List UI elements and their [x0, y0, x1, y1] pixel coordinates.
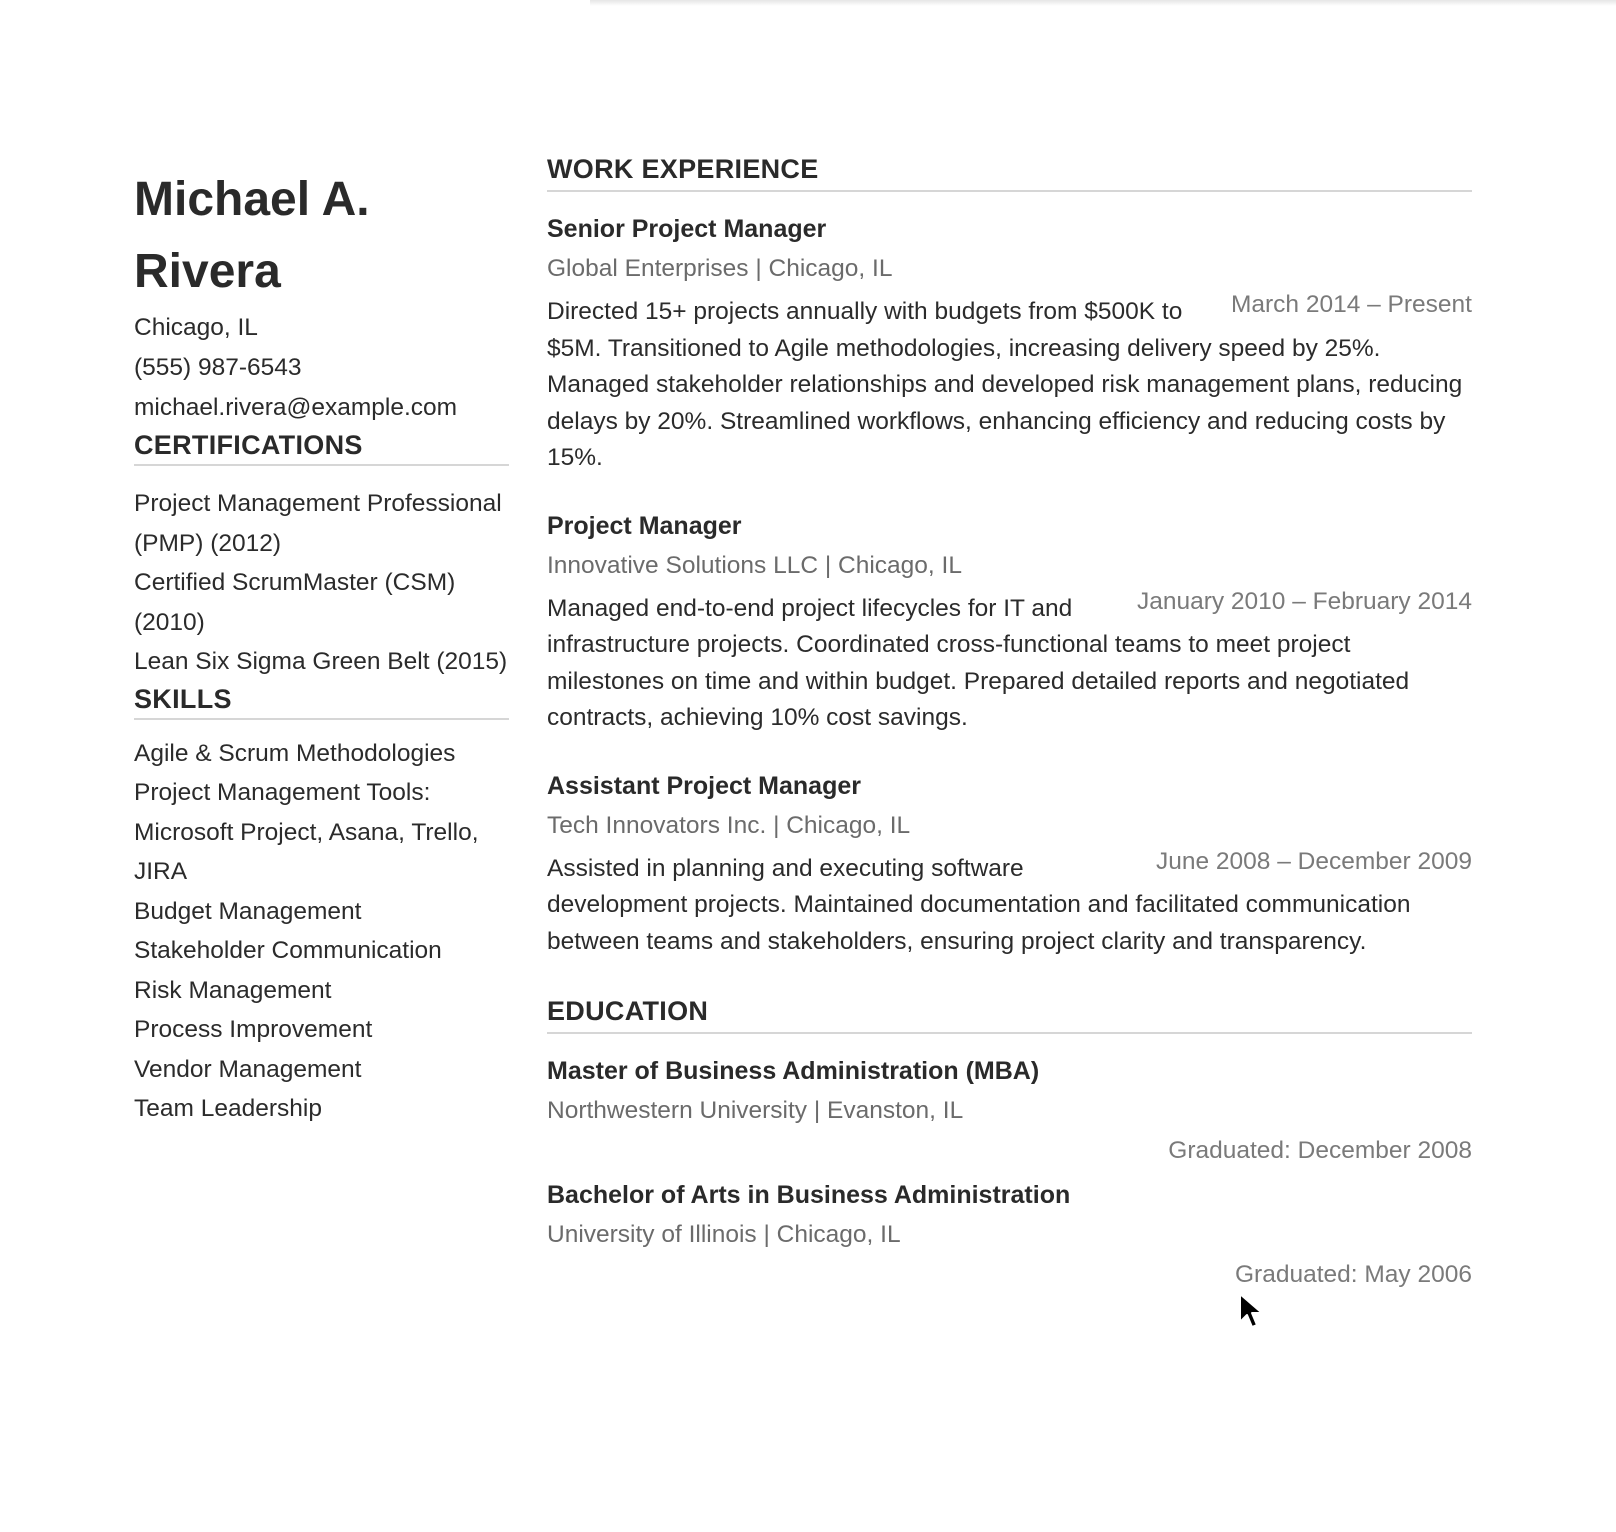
job-title: Project Manager [547, 511, 742, 540]
candidate-name-last: Rivera [134, 245, 281, 298]
job-description-block [547, 587, 1472, 737]
education-degree: Bachelor of Arts in Business Administration [547, 1181, 1071, 1209]
skill-item: Budget Management [134, 897, 362, 925]
education-graduated: Graduated: December 2008 [1168, 1137, 1472, 1164]
job-dates: January 2010 – February 2014 [1136, 587, 1472, 615]
job-dates: March 2014 – Present [1230, 291, 1472, 318]
certification-item: Lean Six Sigma Green Belt (2015) [134, 648, 508, 675]
contact-phone: (555) 987-6543 [134, 354, 302, 381]
mouse-pointer-icon [1238, 1292, 1264, 1330]
job-description-block [547, 847, 1472, 961]
skill-item: Project Management Tools: Microsoft Project, Asana, Trello, JIRA [134, 779, 479, 885]
skill-item: Vendor Management [134, 1055, 362, 1083]
job-title: Senior Project Manager [547, 215, 827, 243]
skill-item: Team Leadership [134, 1095, 322, 1122]
education-degree: Master of Business Administration (MBA) [547, 1057, 1040, 1085]
candidate-name-first: Michael A. [134, 173, 370, 226]
education-entry [547, 1178, 1472, 1292]
job-company: Global Enterprises | Chicago, IL [547, 255, 893, 282]
education-graduated: Graduated: May 2006 [1235, 1261, 1472, 1288]
skill-item: Risk Management [134, 976, 332, 1004]
job-description: Managed end-to-end project lifecycles for IT and infrastructure projects. Coordinated cross-functional teams to meet project milestones on time and within budget. Prepared detailed reports and negotiated contracts, achieving 10% cost savings. [547, 594, 1410, 731]
job-description: Directed 15+ projects annually with budgets from $500K to $5M. Transitioned to Agile methodologies, increasing delivery speed by 25%. Managed stakeholder relationships and developed risk management plans, reducing delays by 20%. Streamlined workflows, enhancing efficiency and reducing costs by 15%. [547, 298, 1463, 471]
certification-item: Project Management Professional (PMP) (2012) [134, 490, 502, 557]
job-entry [547, 509, 1472, 737]
candidate-name [134, 164, 509, 308]
job-company: Tech Innovators Inc. | Chicago, IL [547, 811, 911, 839]
skills-list [134, 734, 509, 1129]
skill-item: Agile & Scrum Methodologies [134, 739, 456, 767]
education-school: Northwestern University | Evanston, IL [547, 1097, 964, 1124]
certification-item: Certified ScrumMaster (CSM) (2010) [134, 569, 456, 636]
skill-item: Process Improvement [134, 1016, 373, 1043]
contact-email: michael.rivera@example.com [134, 394, 458, 421]
job-entry [547, 212, 1472, 477]
job-title: Assistant Project Manager [547, 771, 861, 800]
certifications-list [134, 484, 509, 682]
page-top-shadow [590, 0, 1616, 6]
education-school: University of Illinois | Chicago, IL [547, 1221, 901, 1248]
skill-item: Stakeholder Communication [134, 937, 442, 964]
resume-main [547, 152, 1472, 1292]
education-heading: EDUCATION [547, 994, 1472, 1034]
resume-sidebar [134, 164, 509, 1129]
contact-location: Chicago, IL [134, 314, 258, 341]
education-entry [547, 1054, 1472, 1168]
certifications-heading: CERTIFICATIONS [134, 428, 509, 466]
job-dates: June 2008 – December 2009 [1156, 847, 1472, 875]
job-entry [547, 769, 1472, 961]
job-company: Innovative Solutions LLC | Chicago, IL [547, 551, 962, 579]
skills-heading: SKILLS [134, 682, 509, 720]
work-experience-heading: WORK EXPERIENCE [547, 152, 1472, 192]
job-description-block [547, 291, 1472, 477]
job-description: Assisted in planning and executing software development projects. Maintained documentation and facilitated communication between teams and stakeholders, ensuring project clarity and transparency. [547, 854, 1411, 955]
